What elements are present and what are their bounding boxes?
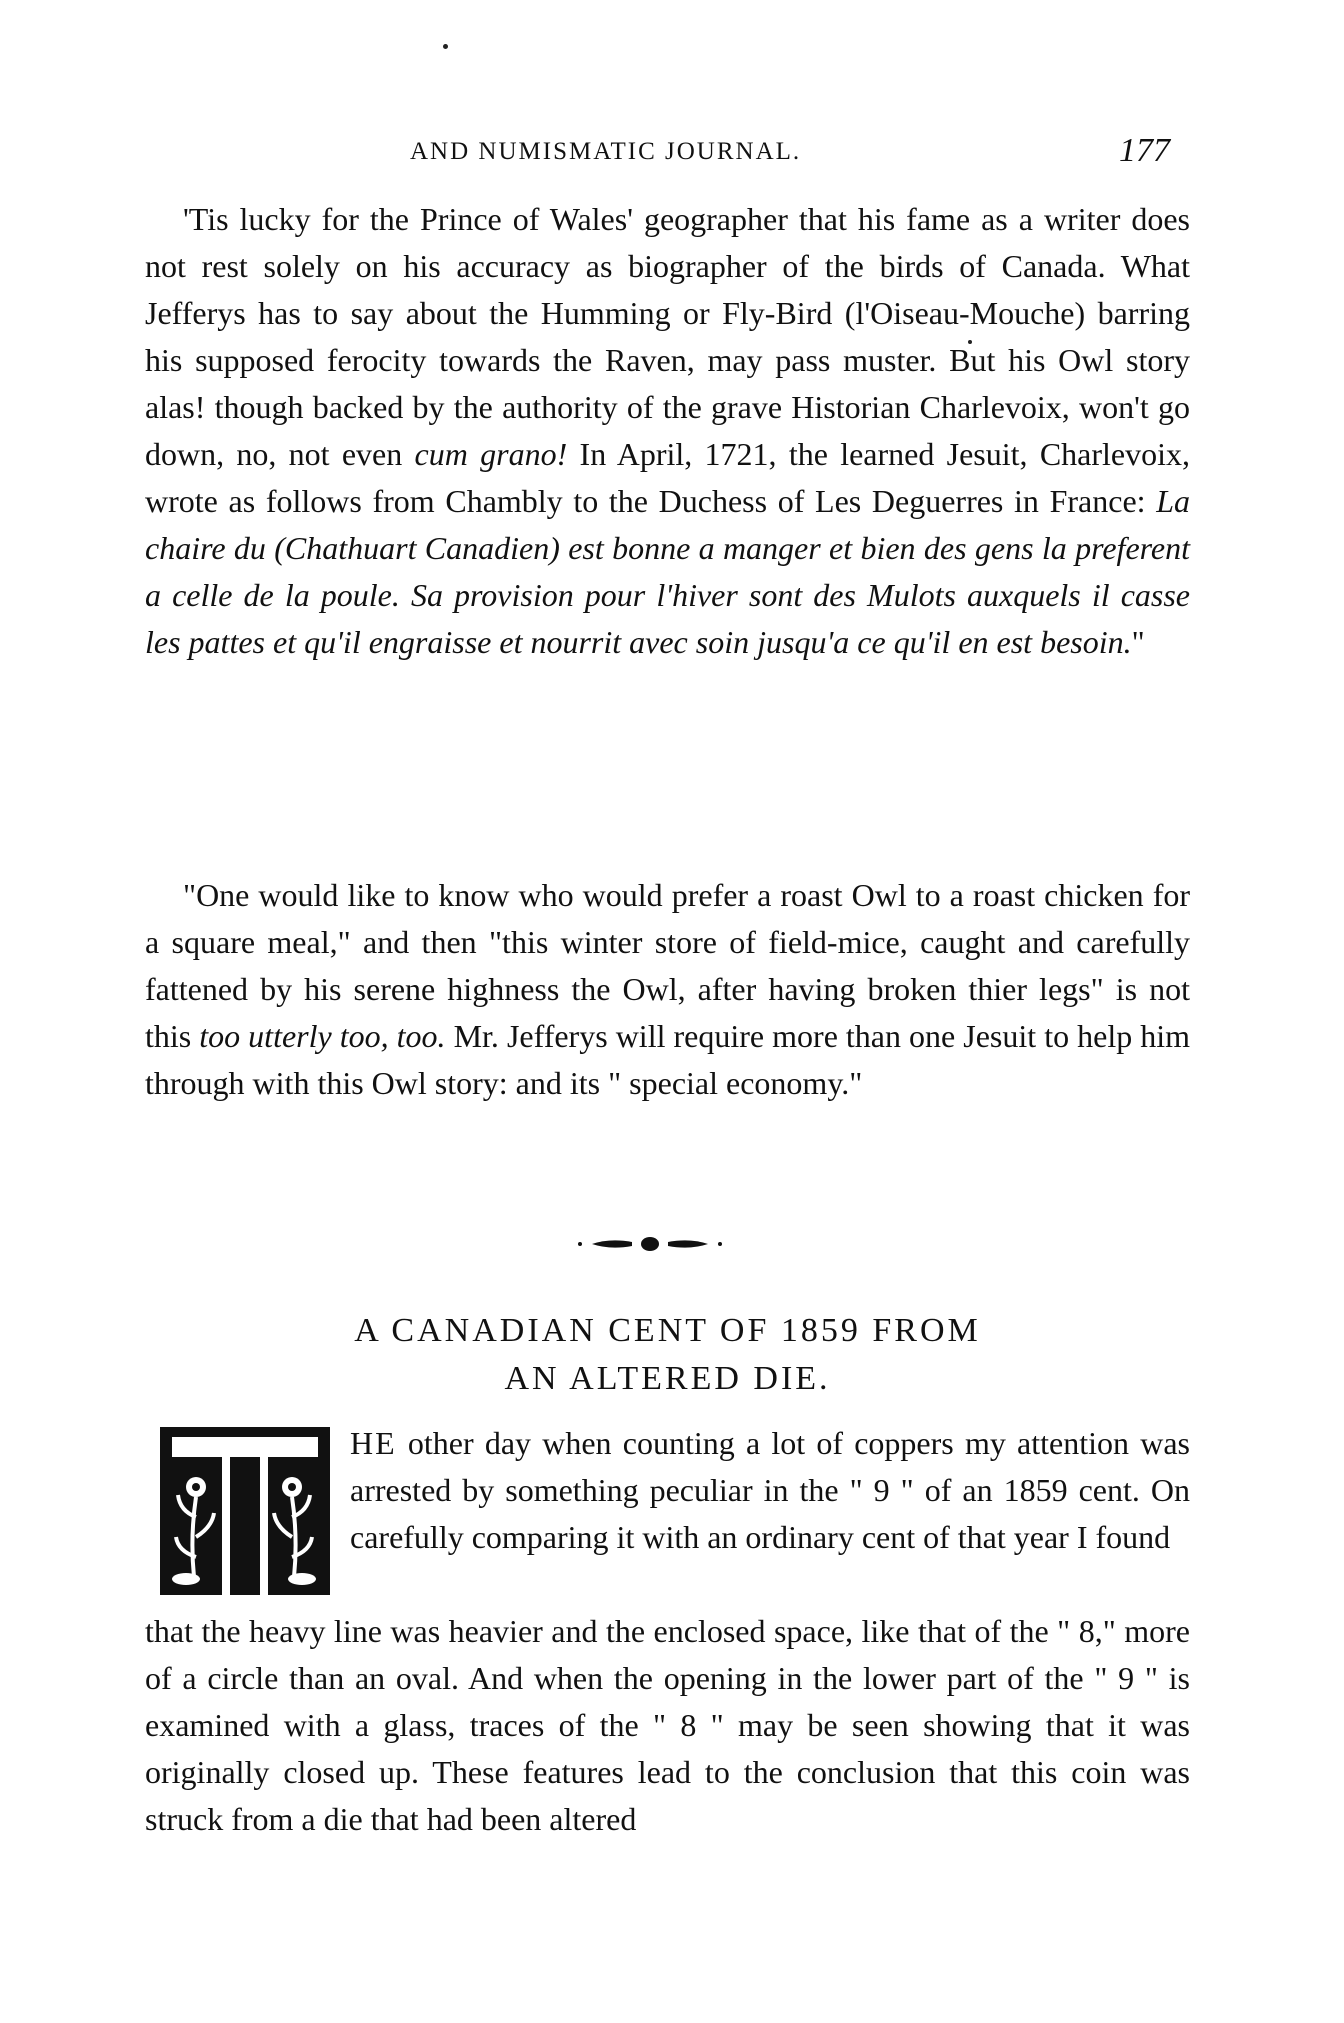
paragraph-text: 'Tis lucky for the Prince of Wales' geographer that his fame as a writer does not rest solely on his accuracy as biographer of the birds of Canada. What Jefferys has to say about the Humming or Fly-Bird (l'Oiseau-Mouche) barring his supposed ferocity towards the Raven, may pass muster. But his Owl story alas! though backed by the authority of the grave Historian Charlevoix, won't go down, no, not even	[145, 201, 1190, 472]
paragraph-roast-owl	[145, 872, 1190, 1107]
paragraph-text: "One would like to know who would prefer a roast Owl to a roast chicken for a square meal," and then "this winter store of field-mice, caught and carefully fattened by his serene highness the Owl, after having broken thier legs" is not this	[145, 877, 1190, 1054]
paragraph-owl-story	[145, 196, 1190, 666]
ink-speck	[443, 44, 448, 49]
page-header	[150, 128, 1200, 178]
dropcap-floral-t-icon	[160, 1427, 330, 1595]
article-title-line-2: AN ALTERED DIE.	[504, 1360, 831, 1397]
paragraph-text: Mr. Jefferys will require more than one Jesuit to help him through with this Owl story: and its " special economy."	[145, 1018, 1191, 1101]
intro-text: other day when counting a lot of coppers my attention was arrested by something peculiar in the " 9 " of an 1859 cent. On carefully comparing it with an ordinary cent of that year I found	[350, 1425, 1190, 1555]
section-divider-ornament	[570, 1236, 730, 1252]
page-number: 177	[1119, 132, 1170, 169]
article-body	[145, 1608, 1190, 1843]
running-head: AND NUMISMATIC JOURNAL.	[410, 138, 802, 165]
french-quotation: La chaire du (Chathuart Canadien) est bonne a manger et bien des gens la preferent a celle de la poule. Sa provision pour l'hiver sont des Mulots auxquels il casse les pattes et qu'il engraisse et nourrit avec soin jusqu'a ce qu'il en est besoin.	[145, 483, 1190, 660]
intro-small-caps: HE	[350, 1425, 397, 1461]
italic-phrase: cum grano!	[414, 436, 568, 472]
article-intro	[350, 1420, 1190, 1561]
paragraph-text: In April, 1721, the learned Jesuit, Charlevoix, wrote as follows from Chambly to the Duchess of Les Deguerres in France:	[145, 436, 1191, 519]
closing-quote: "	[1131, 624, 1145, 660]
article-title-line-1: A CANADIAN CENT OF 1859 FROM	[354, 1312, 981, 1349]
italic-phrase: too utterly too, too.	[199, 1018, 446, 1054]
article-body-text: that the heavy line was heavier and the enclosed space, like that of the " 8," more of a circle than an oval. And when the opening in the lower part of the " 9 " is examined with a glass, traces of the " 8 " may be seen showing that it was originally closed up. These features lead to the conclusion that this coin was struck from a die that had been altered	[145, 1613, 1190, 1837]
